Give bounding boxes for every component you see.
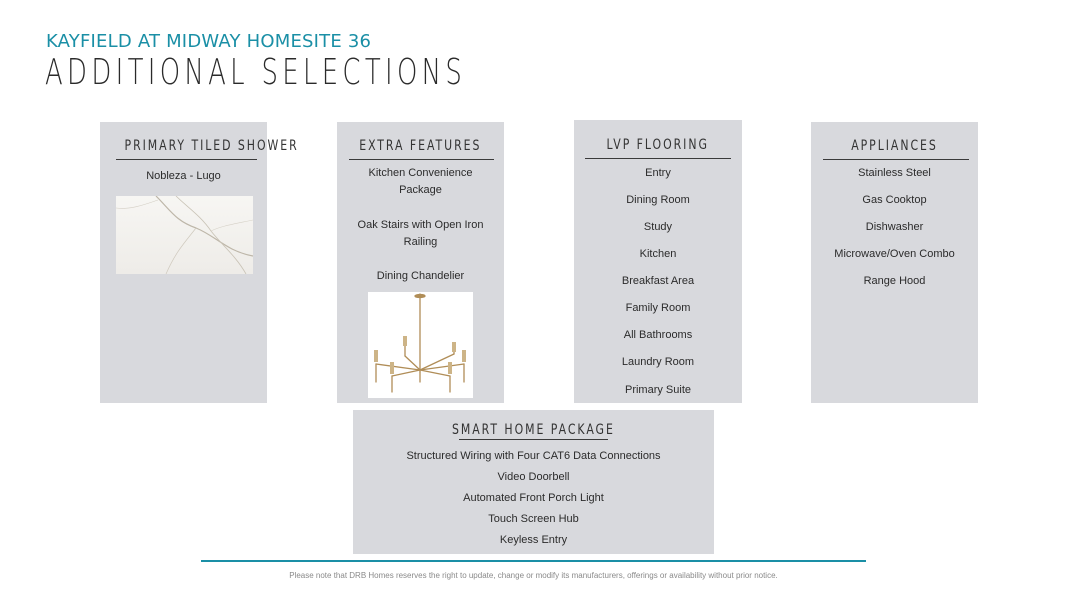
heading-rule <box>349 159 494 160</box>
list-item: Range Hood <box>863 275 926 287</box>
heading-rule <box>459 439 608 440</box>
list-item: Family Room <box>625 302 691 314</box>
disclaimer-note: Please note that DRB Homes reserves the right to update, change or modify its manufacturers, offerings or availability without prior notice. <box>289 571 778 580</box>
panel-heading: SMART HOME PACKAGE <box>452 422 615 438</box>
list-item: Kitchen Convenience Package <box>368 167 473 196</box>
heading-rule <box>823 159 969 160</box>
list-item: Structured Wiring with Four CAT6 Data Connections <box>406 450 661 462</box>
list-item: Study <box>643 221 673 233</box>
list-item: Oak Stairs with Open Iron Railing <box>357 219 484 248</box>
list-item: Automated Front Porch Light <box>463 492 604 504</box>
list-item: Microwave/Oven Combo <box>834 248 955 260</box>
panel-heading: LVP FLOORING <box>606 137 710 153</box>
list-item: Stainless Steel <box>858 167 931 179</box>
list-item: Keyless Entry <box>499 534 568 546</box>
page-subtitle: KAYFIELD AT MIDWAY HOMESITE 36 <box>46 31 372 52</box>
list-item: Video Doorbell <box>497 471 570 483</box>
list-item: Primary Suite <box>624 384 692 396</box>
list-item: Gas Cooktop <box>862 194 927 206</box>
list-item: Touch Screen Hub <box>488 513 579 525</box>
list-item: Dining Chandelier <box>376 270 465 282</box>
page-title: ADDITIONAL SELECTIONS <box>45 52 467 93</box>
chandelier-image <box>368 292 473 398</box>
list-item: Dishwasher <box>865 221 924 233</box>
list-item: Laundry Room <box>621 356 695 368</box>
panel-smart-home-package <box>353 410 714 554</box>
list-item: Dining Room <box>626 194 690 206</box>
panel-heading: APPLIANCES <box>851 138 938 154</box>
panel-extra-features <box>337 122 504 403</box>
list-item: Entry <box>645 167 671 179</box>
footer-divider <box>201 560 866 562</box>
list-item: Breakfast Area <box>621 275 695 287</box>
list-item: Kitchen <box>639 248 677 260</box>
panel-primary-tiled-shower <box>100 122 299 403</box>
panel-heading: EXTRA FEATURES <box>359 138 482 154</box>
list-item: Nobleza - Lugo <box>146 170 221 182</box>
panel-appliances <box>811 122 978 403</box>
heading-rule <box>116 159 257 160</box>
heading-rule <box>585 158 731 159</box>
marble-tile-swatch <box>116 196 253 274</box>
list-item: All Bathrooms <box>623 329 693 341</box>
panel-lvp-flooring <box>574 120 742 403</box>
panel-heading: PRIMARY TILED SHOWER <box>124 138 299 154</box>
